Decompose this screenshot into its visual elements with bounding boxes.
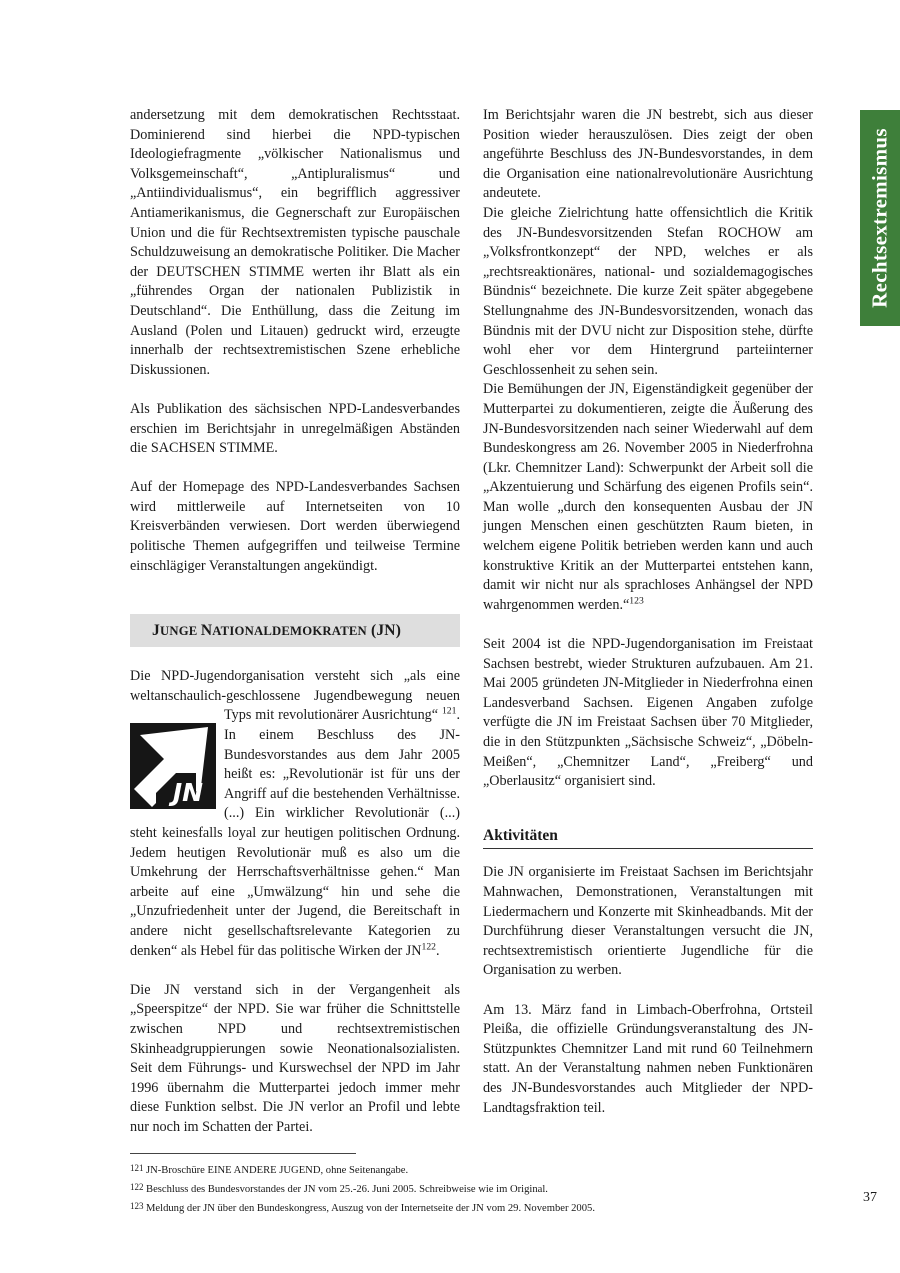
footnote-text: Meldung der JN über den Bundeskongress, Auszug von der Internetseite der JN vom 29. November 2005. [146,1203,595,1214]
footnote-text: JN-Broschüre EINE ANDERE JUGEND, ohne Seitenangabe. [146,1165,409,1176]
footnote-number: 123 [130,1201,144,1211]
text-run: Die NPD-Jugendorganisation versteht sich „als eine weltanschaulich-geschlossene Jugendbewegung neuen Typs mit revolutionärer Ausrichtung“ [130,668,460,724]
footnote-ref: 123 [629,595,644,607]
footnote-number: 121 [130,1163,144,1173]
jn-logo-arrow-icon [130,723,216,809]
footnote-ref: 121 [441,705,457,717]
right-column [483,106,813,1118]
paragraph: andersetzung mit dem demokratischen Rechtsstaat. Dominierend sind hierbei die NPD-typischen Ideologiefragmente „völkischer Nationalismus und Volksgemeinschaft“, „Antipluralismus“ und „Antiindividualismus“, ein begrifflich aggressiver Antiamerikanismus, die Gegnerschaft zur Europäischen Union und die für Rechtsextremisten typische pauschale Schuldzuweisung an demokratische Politiker. Die Macher der DEUTSCHEN STIMME werten ihr Blatt als ein „führendes Organ der nationalen Publizistik in Deutschland“. Die Enthüllung, dass die Zeitung im Ausland (Polen und Litauen) gedruckt wird, erzeugte innerhalb der rechtsextremistischen Szene erhebliche Diskussionen. [130,107,460,378]
page-number: 37 [863,1190,877,1205]
jn-logo-text: JN [172,778,204,808]
subheading-aktivitaeten: Aktivitäten [483,826,813,850]
heading-smallcaps: UNGE [159,624,201,639]
side-tab-label: Rechtsextremismus [867,128,892,308]
paragraph: Die JN organisierte im Freistaat Sachsen im Berichtsjahr Mahnwachen, Demonstrationen, Veranstaltungen mit Liedermachern und Konzerte mit Skinheadbands. Mit der Durchführung dieser Veranstaltungen versucht die JN, rechtsextremistisch orientierte Jugendliche für die Organisation zu werben. [483,864,813,979]
section-side-tab [860,110,900,326]
footnote-text: Beschluss des Bundesvorstandes der JN vom 25.-26. Juni 2005. Schreibweise wie im Original. [146,1184,548,1195]
heading-smallcaps: ATIONALDEMOKRATEN [212,624,367,639]
text-run: . [435,942,440,959]
footnote-number: 122 [130,1182,144,1192]
footnote-item [130,1179,810,1198]
text-run: . In einem Beschluss des JN-Bundesvorstandes aus dem Jahr 2005 heißt es: „Revolutionär ist für uns der Angriff auf die bestehenden Verhältnisse. (...) Ein wirklicher Revolutionär (...) steht keinesfalls loyal zur heutigen politischen Ordnung. Jedem heutigen Revolutionär muß es also um die Umkehrung der Herrschaftsverhältnisse gehen.“ Man arbeite auf eine „Umwälzung“ hin und sehe die „Unzufriedenheit unter der Jugend, die Bereitschaft in andere nicht gesellschaftsrelevante Kategorien zu denken“ als Hebel für das politische Wirken der JN [130,707,460,959]
paragraph: Die JN verstand sich in der Vergangenheit als „Speerspitze“ der NPD. Sie war früher die Schnittstelle zwischen NPD und rechtsextremistischen Skinheadgruppierungen sowie Neonationalsozialisten. Seit dem Führungs- und Kurswechsel der NPD im Jahr 1996 übernahm die Mutterpartei jedoch immer mehr diese Funktion selbst. Die JN verlor an Profil und lebte nur noch im Schatten der Partei. [130,981,460,1135]
footnote-item [130,1198,810,1217]
footnote-divider [130,1153,356,1154]
footnote-item [130,1160,810,1179]
heading-initial: N [200,622,213,640]
paragraph: Im Berichtsjahr waren die JN bestrebt, sich aus dieser Position wieder herauszulösen. Dies zeigt der oben angeführte Beschluss des JN-Bundesvorstandes, in dem die Organisation eine nationalrevolutionäre Ausrichtung andeutete. [483,107,813,202]
jn-logo [130,723,216,809]
text-run: Die Bemühungen der JN, Eigenständigkeit gegenüber der Mutterpartei zu dokumentieren, zeigte die Äußerung des JN-Bundesvorsitzenden nach seiner Wiederwahl auf dem Bundeskongress am 26. November 2005 in Niederfrohna (Lkr. Chemnitzer Land): Schwerpunkt der Arbeit soll die „Akzentuierung und Schärfung des eigenen Profils sein“. Man wolle „durch den konsequenten Ausbau der JN jungen Menschen einen geschützten Raum bieten, in welchem eigene Politik betrieben werden kann und auch konstruktive Kritik an der Mutterpartei entstehen kann, damit wir nicht nur als sprachloses Anhängsel der NPD wahrgenommen werden.“ [483,381,813,613]
heading-suffix: (JN) [366,622,402,640]
paragraph: Seit 2004 ist die NPD-Jugendorganisation im Freistaat Sachsen bestrebt, wieder Strukturen aufzubauen. Am 21. Mai 2005 gründeten JN-Mitglieder in Niederfrohna einen Landesverband Sachsen. Eigenen Angaben zufolge verfügte die JN im Freistaat Sachsen über 70 Mitglieder, die in den Stützpunkten „Sächsische Schweiz“, „Döbeln-Meißen“, „Chemnitzer Land“, „Freiberg“ und „Oberlausitz“ organisiert sind. [483,636,813,790]
paragraph: Als Publikation des sächsischen NPD-Landesverbandes erschien im Berichtsjahr in unregelmäßigen Abständen die SACHSEN STIMME. [130,400,460,457]
paragraph: Die gleiche Zielrichtung hatte offensichtlich die Kritik des JN-Bundesvorsitzenden Stefan ROCHOW am „Volksfrontkonzept“ der NPD, welches er als „rechtsreaktionäres, national- und sozialdemagogisches Bündnis“ bezeichnete. Die kurze Zeit später abgegebene Stellungnahme des JN-Bundesvorsitzenden, wonach das Bündnis mit der DVU nicht zur Disposition stehe, dürfte wohl eher vor dem Hintergrund parteiinterner Geschlossenheit zu sehen sein. [483,204,813,378]
paragraph: Am 13. März fand in Limbach-Oberfrohna, Ortsteil Pleißa, die offizielle Gründungsveranstaltung des JN-Stützpunktes Chemnitzer Land mit rund 60 Teilnehmern statt. An der Veranstaltung nahmen neben Funktionären des JN-Bundesvorstandes auch Mitglieder der NPD-Landtagsfraktion teil. [483,1001,813,1116]
heading-initial: J [152,622,160,640]
section-heading-jn [130,614,460,647]
paragraph-jn-intro [130,667,460,961]
paragraph [483,380,813,615]
footnote-ref: 122 [421,940,436,952]
footnotes [130,1160,810,1217]
left-column [130,106,460,1138]
paragraph: Auf der Homepage des NPD-Landesverbandes Sachsen wird mittlerweile auf Internetseiten von 10 Kreisverbänden verwiesen. Dort werden überwiegend politische Themen aufgegriffen und teilweise Termine einschlägiger Veranstaltungen angekündigt. [130,479,460,574]
